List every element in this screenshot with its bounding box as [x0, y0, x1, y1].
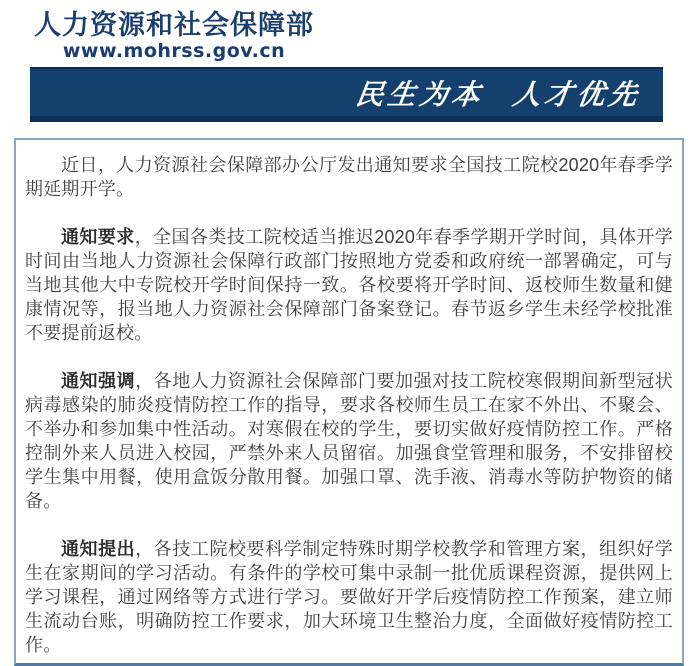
- paragraph-text: ，各技工院校要科学制定特殊时期学校教学和管理方案，组织好学生在家期间的学习活动。有条件的学校可集中录制一批优质课程资源，提供网上学习课程，通过网络等方式进行学习。要做好开学后疫情防控工作预案，建立师生流动台账，明确防控工作要求，加大环境卫生整治力度，全面做好疫情防控工作。: [25, 539, 673, 655]
- notice-paragraph: [25, 369, 673, 513]
- slogan-banner: [30, 67, 663, 122]
- paragraph-lead: 通知强调: [61, 371, 136, 391]
- paragraph-lead: 通知提出: [61, 539, 136, 559]
- notice-paragraph: [25, 537, 673, 657]
- paragraph-text: 近日，人力资源社会保障部办公厅发出通知要求全国技工院校2020年春季学期延期开学。: [25, 155, 673, 199]
- notice-article: [14, 138, 684, 666]
- site-title: 人力资源和社会保障部: [34, 10, 314, 40]
- page: [0, 10, 700, 655]
- site-url: www.mohrss.gov.cn: [62, 40, 286, 62]
- paragraph-text: ，各地人力资源社会保障部门要加强对技工院校寒假期间新型冠状病毒感染的肺炎疫情防控工作的指导，要求各校师生员工在家不外出、不聚会、不举办和参加集中性活动。对寒假在校的学生，要切实做好疫情防控工作。严格控制外来人员进入校园，严禁外来人员留宿。加强食堂管理和服务，不安排留校学生集中用餐，使用盒饭分散用餐。加强口罩、洗手液、消毒水等防护物资的储备。: [25, 371, 673, 511]
- paragraph-lead: 通知要求: [61, 227, 135, 247]
- banner-slogan-text: 民生为本 人才优先: [353, 79, 643, 111]
- notice-paragraph: [25, 153, 673, 201]
- notice-paragraph: [25, 225, 673, 345]
- paragraph-text: ，全国各类技工院校适当推迟2020年春季学期开学时间，具体开学时间由当地人力资源社会保障行政部门按照地方党委和政府统一部署确定，可与当地其他大中专院校开学时间保持一致。各校要将开学时间、返校师生数量和健康情况等，报当地人力资源社会保障部门备案登记。春节返乡学生未经学校批准不要提前返校。: [25, 227, 673, 343]
- masthead: [34, 10, 314, 62]
